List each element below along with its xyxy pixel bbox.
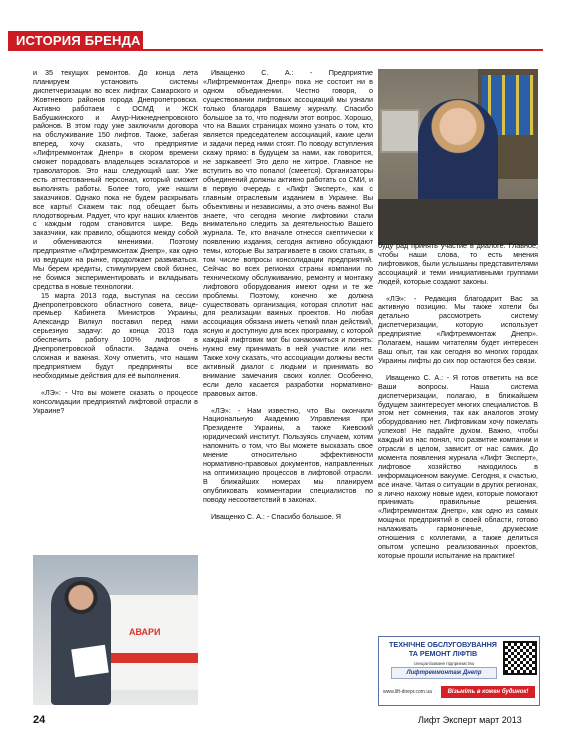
desk (378, 199, 538, 245)
advertisement[interactable] (378, 636, 540, 706)
ad-banner: Візьміть в кожен будинок! (441, 686, 535, 698)
page-number: 24 (33, 714, 46, 726)
paragraph: и 35 текущих ремонтов. До конца лета планируем установить системы диспетчеризации во всех лифтах Самарского и Жовтневого районов города Днепропетровска. Активно работаем с ОСМД и ЖСК Бабушкинского и Амур-Нижнеднепровского районов. В этом году уже заключили договора на обслуживание 150 лифтов. Также, забегая вперед, хочу сказать, что предприятие «Лифтреммонтаж Днепр» в скором времени сможет порадовать владельцев эскалаторов и траволаторов. Это наш следующий шаг. Уже есть аттестованный персонал, который сможет выполнять работы. Более того, уже нашли заказчиков. Однако пока не будем раскрывать все карты! Скажем так: под обещает быть плодотворным. Радует, что круг наших клиентов с каждым годом становится шире. Ведь заказчики, как правило, общаются между собой и обмениваются мнениями. Поэтому предприятие «Лифтреммонтаж Днепр», как одно из ведущих на рынке, продолжает развиваться. Мы берем кредиты, стимулируем свой бизнес, не боимся экспериментировать и вкладывать средства в новые технологии. (33, 68, 198, 291)
header-rule (143, 49, 543, 51)
photo-man-with-van (33, 555, 198, 705)
question-paragraph: «ЛЭ»: - Нам известно, что Вы окончили Национальную Академию Управления при Президенте Украины, а также Киевский юридический институт. Пользуясь случаем, хотим напомнить о том, что Вы можете высказать свое мнение относительно эффективности нормативно-правовых документов, направленных на оптимизацию процессов в лифтовой отрасли. В ближайших номерах мы планируем опубликовать комментарии специалистов по поводу несоответствий в законах. (203, 405, 373, 504)
answer-paragraph: Иващенко С. А.: - Предприятие «Лифтреммонтаж Днепр» пока не состоит ни в одном объединении. Честно говоря, о существовании лифтовых ассоциаций мы узнали только благодаря Вашему журналу. Спасибо большое за то, что подняли этот вопрос. Хорошо, что на Ваших страницах можно узнать о том, кто является председателем ассоциаций, какие цели и задачи перед ними стоят. По поводу вступления скажу прямо: в будущем за нами, как говорится, не заржавеет! Это дело не хитрое. Главное не вступить во что попало! (смеется). Организаторы объединений должны активно работать со СМИ, и в первую очередь с «Лифт Эксперт», как с главным отраслевым изданием в Украине. Вы объективны и независимы, а это очень важно! Вы знаете, что сегодня многие лифтовики стали внимательно следить за деятельностью Вашего журнала. Те, кто вначале отнесся скептически к появлению издания, сегодня активно обсуждают темы, которые Вы затрагиваете в своих статьях, в том числе вопросы консолидации предприятий. Сейчас во всех регионах страны компании по техническому обслуживанию, ремонту и монтажу лифтового оборудования имеют одни и те же проблемы. Поэтому, конечно же должна существовать организация, которая сплотит нас для реализации важных проектов. Но любая ассоциация обязана иметь четкий план действий, ясную и доступную для всех программу, с которой каждый лифтовик мог бы ознакомиться и понять: нужно ему принимать в ней участие или нет. Также хочу сказать, что ассоциации должны вести активный диалог с людьми и принимать во внимание замечания своих коллег. Особенно, если дело касается разработки нормативно-правовых актов. (203, 68, 373, 398)
paragraph: 15 марта 2013 года, выступая на сессии Днепропетровского областного совета, вице-премьер Кабинета Министров Украины, Александр Вилкул поставил перед нами серьезную задачу: до конца 2013 года обеспечить работу 100% лифтов в Днепропетровской области. Задача очень сложная и важная. Хочу отметить, что нашим предприятием будут предприняты все необходимые действия для её выполнения. (33, 290, 198, 380)
answer-paragraph: Иващенко С. А.: - Спасибо большое. Я (211, 511, 341, 521)
photo-woman-at-desk (378, 69, 538, 245)
qr-code-icon (503, 641, 537, 675)
page-header (0, 0, 567, 64)
question-paragraph: «ЛЭ»: - Что вы можете сказать о процессе консолидации предприятий лифтовой отрасли в Украине? (33, 387, 198, 415)
question-paragraph: «ЛЭ»: - Редакция благодарит Вас за активную позицию. Мы также хотели бы детально рассмотреть систему диспетчеризации, которую использует предприятие «Лифтреммонтаж Днепр». Полагаем, нашим читателям будет интересен Ваш опыт, так как сегодня во многих городах Украины лифты до сих пор остаются без связи. (378, 293, 538, 365)
papers (71, 645, 109, 677)
magazine-footer: Лифт Эксперт март 2013 (418, 715, 522, 725)
van-label: АВАРИ (129, 627, 161, 637)
ad-title: ТЕХНІЧНЕ ОБСЛУГОВУВАННЯ (389, 640, 497, 649)
section-title: ИСТОРИЯ БРЕНДА (16, 33, 141, 48)
ad-url[interactable]: www.lift-dnepr.com.ua (383, 689, 432, 695)
answer-paragraph: Иващенко С. А.: - Я готов ответить на все Ваши вопросы. Наша система диспетчеризации, полагаю, в ближайшем будущем заинтересует многих специалистов. В этом нет сомнения, так как аналогов этому оборудованию нет. Лифтовикам хочу пожелать успехов! Не падайте духом. Важно, чтобы каждый из нас понял, что развитие компании и отрасли в целом, зависит от нас самих. До момента появления журнала «Лифт Эксперт», лифтовое хозяйство находилось в информационном вакууме. Сегодня, к счастью, все иначе. Читая о ситуации в других регионах, я лично нахожу новые идеи, которые помогают принимать правильные решения. «Лифтреммонтаж Днепр», как одно из самых мощных предприятий в своей области, готово налаживать гармоничные, дружеские отношения с коллегами, а также делиться опытом успешно реализованных проектов, которые прошли испытание на практике! (378, 372, 538, 560)
monitor (380, 109, 420, 153)
ad-logo: Лифтреммонтаж Днепр (391, 667, 497, 679)
paragraph: буду рад принять участие в диалоге. Главное, чтобы наши слова, то есть мнения лифтовиков, были услышаны представителями ассоциаций и теми инициативными группами людей, которые создают законы. (378, 241, 538, 286)
ad-subtitle: спеціалізоване підприємство (413, 661, 475, 666)
column-1 (33, 69, 198, 415)
man-figure (51, 577, 111, 705)
column-3 (378, 242, 538, 561)
woman-figure (418, 99, 498, 209)
column-2 (203, 69, 373, 521)
ad-title: ТА РЕМОНТ ЛІФТІВ (408, 649, 478, 658)
